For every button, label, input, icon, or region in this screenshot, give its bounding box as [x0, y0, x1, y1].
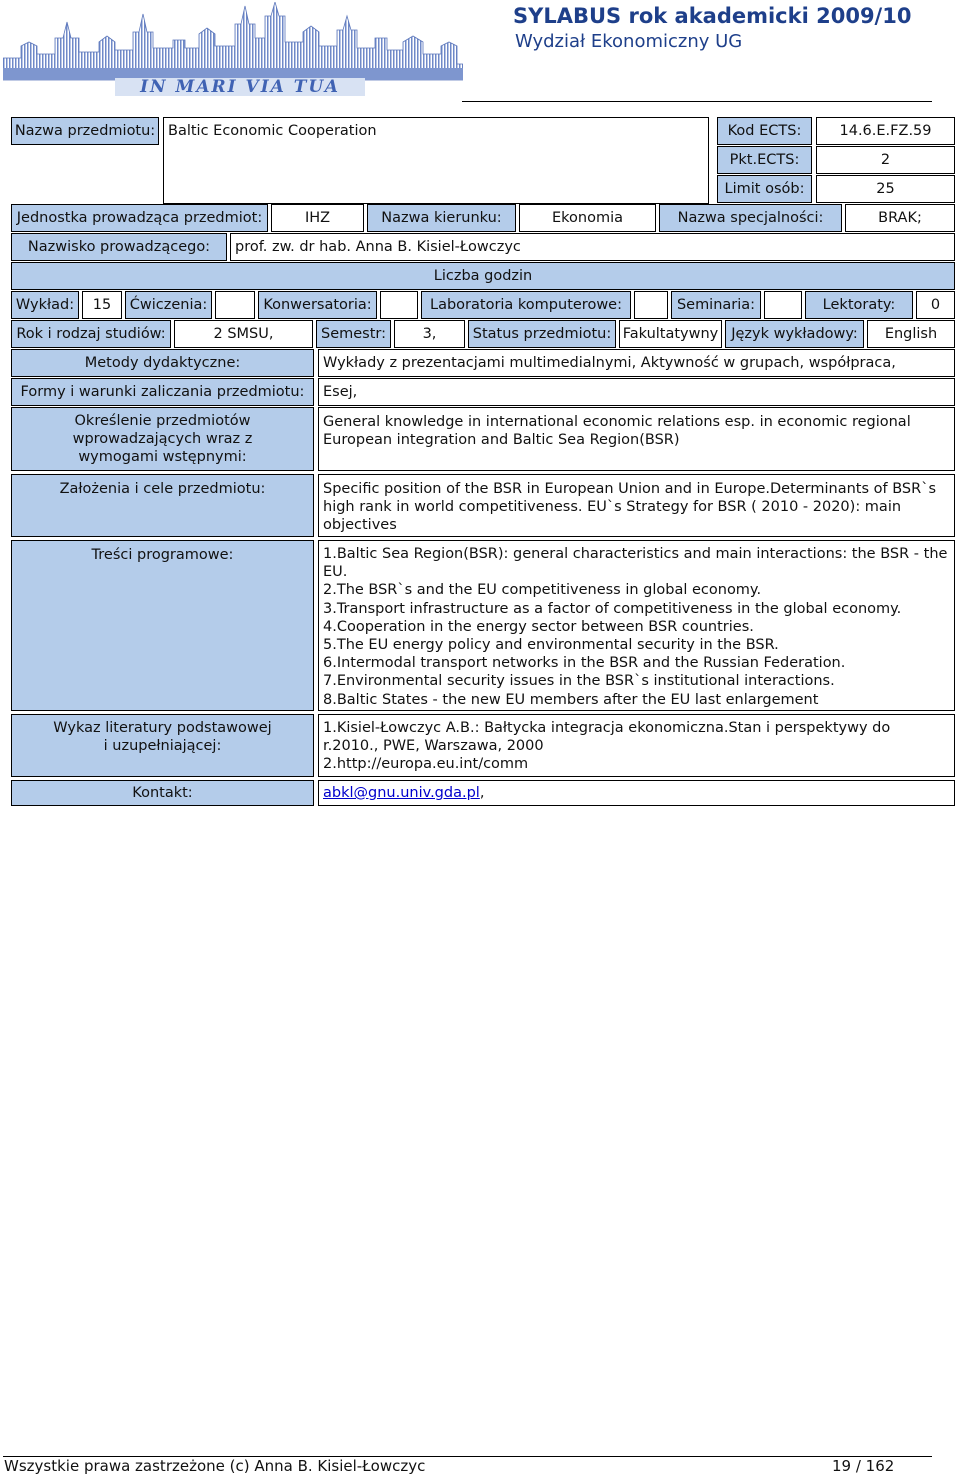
limit-label: Limit osób: [717, 175, 812, 203]
field-value: Ekonomia [519, 204, 656, 232]
contact-value [318, 780, 955, 806]
content-item: 7.Environmental security issues in the BSR`s institutional interactions. [323, 673, 835, 690]
field-label: Nazwa kierunku: [367, 204, 516, 232]
header-logo [3, 2, 463, 98]
seminar-value [764, 291, 802, 319]
goals-label: Założenia i cele przedmiotu: [11, 474, 314, 537]
content-value [318, 540, 955, 711]
lab-value [634, 291, 668, 319]
content-item: 3.Transport infrastructure as a factor of competitiveness in the global economy. [323, 600, 902, 617]
lecture-hours-label: Wykład: [11, 291, 79, 319]
content-item: 2.The BSR`s and the EU competitiveness in global economy. [323, 582, 762, 599]
literature-label-line: i uzupełniającej: [103, 738, 222, 754]
goals-value: Specific position of the BSR in European Union and in Europe.Determinants of BSR`s high rank in world competitiveness. EU`s Strategy for BSR ( 2010 - 2020): main objectives [318, 474, 955, 537]
literature-item: 1.Kisiel-Łowczyc A.B.: Bałtycka integracja ekonomiczna.Stan i perspektywy do r.2010., PWE, Warszawa, 2000 [323, 720, 891, 755]
lab-label: Laboratoria komputerowe: [421, 291, 631, 319]
header-divider [462, 101, 932, 102]
lectorate-value: 0 [916, 291, 955, 319]
lecturer-value: prof. zw. dr hab. Anna B. Kisiel-Łowczyc [230, 233, 955, 261]
unit-value: IHZ [271, 204, 364, 232]
literature-label [11, 714, 314, 777]
prerequisites-label: Określenie przedmiotów wprowadzających wraz z wymogami wstępnymi: [11, 407, 314, 471]
forms-label: Formy i warunki zaliczania przedmiotu: [11, 378, 314, 406]
lectorate-label: Lektoraty: [805, 291, 913, 319]
footer-copyright: Wszystkie prawa zastrzeżone (c) Anna B. Kisiel-Łowczyc [4, 1457, 426, 1475]
semester-value: 3, [394, 320, 465, 348]
methods-value: Wykłady z prezentacjami multimedialnymi, Aktywność w grupach, współpraca, [318, 349, 955, 377]
literature-value [318, 714, 955, 777]
seminar-label: Seminaria: [671, 291, 761, 319]
content-item: 4.Cooperation in the energy sector between BSR countries. [323, 618, 754, 635]
forms-value: Esej, [318, 378, 955, 406]
footer-page-number: 19 / 162 [832, 1457, 895, 1475]
content-item: 6.Intermodal transport networks in the BSR and the Russian Federation. [323, 655, 846, 672]
prerequisites-value: General knowledge in international economic relations esp. in economic regional European integration and Baltic Sea Region(BSR) [318, 407, 955, 471]
conversatory-value [380, 291, 418, 319]
hours-title: Liczba godzin [11, 262, 955, 290]
limit-value: 25 [816, 175, 955, 203]
content-item: 5.The EU energy policy and environmental security in the BSR. [323, 637, 779, 654]
exercises-label: Ćwiczenia: [125, 291, 212, 319]
methods-label: Metody dydaktyczne: [11, 349, 314, 377]
language-label: Język wykładowy: [725, 320, 864, 348]
specialization-label: Nazwa specjalności: [659, 204, 842, 232]
logo-motto: IN MARI VIA TUA [140, 77, 340, 97]
lecturer-label: Nazwisko prowadzącego: [11, 233, 227, 261]
exercises-value [215, 291, 255, 319]
syllabus-title: SYLABUS rok akademicki 2009/10 [513, 4, 912, 28]
status-label: Status przedmiotu: [468, 320, 616, 348]
course-name-value: Baltic Economic Cooperation [163, 117, 709, 204]
contact-suffix: , [479, 785, 485, 801]
literature-item: 2.http://europa.eu.int/comm [323, 756, 529, 773]
course-name-label: Nazwa przedmiotu: [11, 117, 159, 145]
lecture-hours-value: 15 [82, 291, 122, 319]
faculty-name: Wydział Ekonomiczny UG [515, 31, 743, 52]
conversatory-label: Konwersatoria: [258, 291, 377, 319]
contact-label: Kontakt: [11, 780, 314, 806]
language-value: English [867, 320, 955, 348]
contact-email-link[interactable]: abkl@gnu.univ.gda.pl [323, 785, 480, 801]
ects-code-label: Kod ECTS: [717, 117, 812, 145]
ects-code-value: 14.6.E.FZ.59 [816, 117, 955, 145]
status-value: Fakultatywny [619, 320, 722, 348]
unit-label: Jednostka prowadząca przedmiot: [11, 204, 268, 232]
study-year-value: 2 SMSU, [174, 320, 313, 348]
semester-label: Semestr: [316, 320, 391, 348]
study-year-label: Rok i rodzaj studiów: [11, 320, 171, 348]
ects-points-label: Pkt.ECTS: [717, 146, 812, 174]
content-item: 8.Baltic States - the new EU members after the EU last enlargement [323, 691, 819, 708]
specialization-value: BRAK; [845, 204, 955, 232]
ects-points-value: 2 [816, 146, 955, 174]
content-label: Treści programowe: [11, 540, 314, 711]
content-item: 1.Baltic Sea Region(BSR): general characteristics and main interactions: the BSR - the EU. [323, 546, 948, 581]
literature-label-line: Wykaz literatury podstawowej [53, 720, 272, 736]
